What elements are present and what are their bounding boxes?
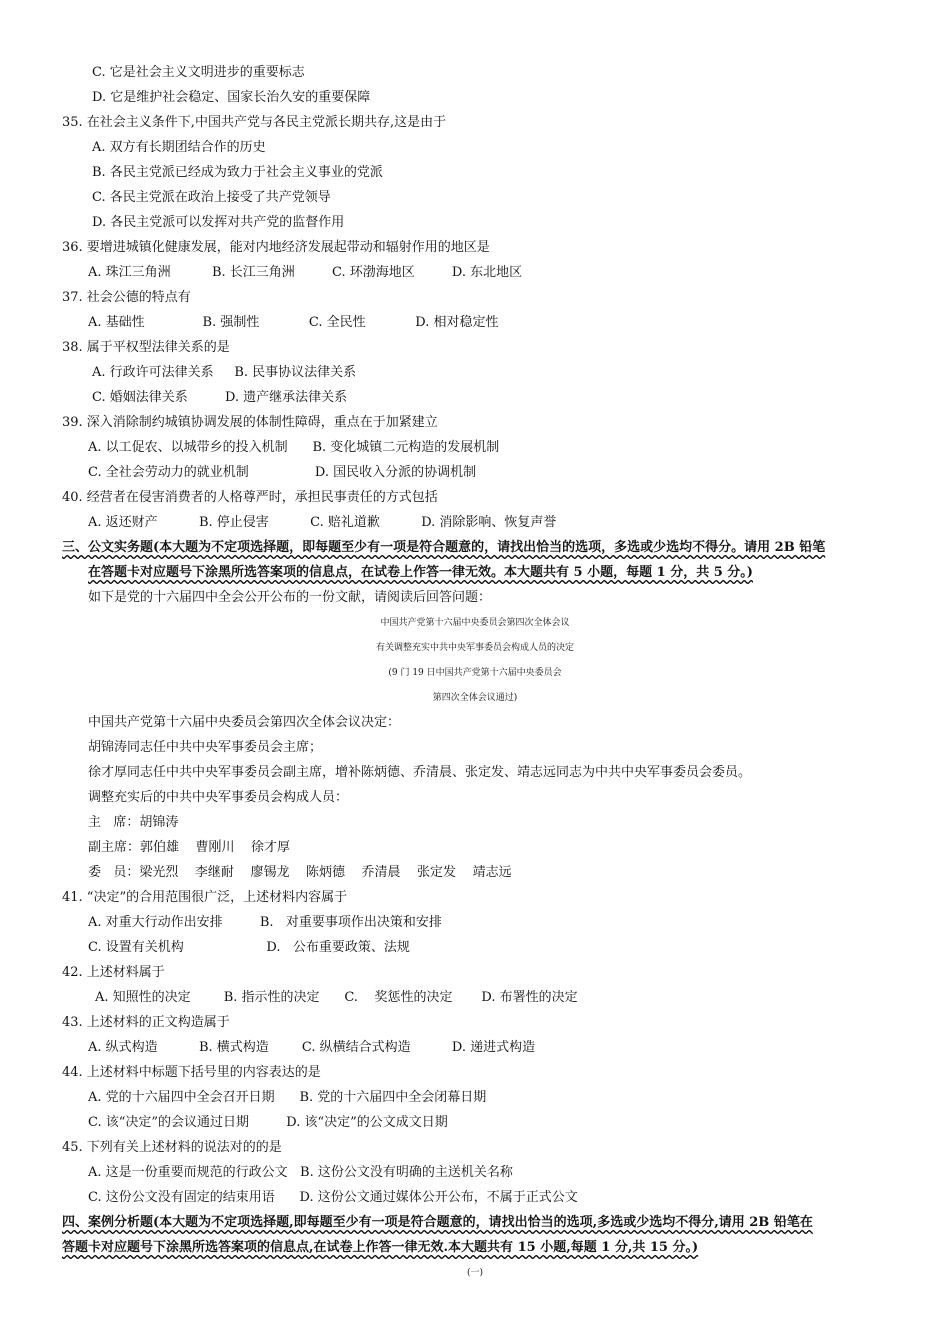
options-38-cd: C. 婚姻法律关系 D. 遗产继承法律关系 <box>92 390 348 405</box>
section-4-heading-cont: 答题卡对应题号下涂黑所选答案项的信息点,在试卷上作答一律无效.本大题共有 15 小题,每题 1 分,共 15 分。) <box>62 1240 699 1255</box>
document-title-1: 中国共产党第十六届中央委员会第四次全体会议 <box>380 618 570 628</box>
options-41-ab: A. 对重大行动作出安排 B. 对重要事项作出决策和安排 <box>88 915 442 930</box>
section-4-heading: 四、案例分析题(本大题为不定项选择题,即每题至少有一项是符合题意的，请找出恰当的选项,多选或少选均不得分,请用 2B 铅笔在 <box>62 1215 813 1230</box>
section-3-heading: 三、公文实务题(本大题为不定项选择题，即每题至少有一项是符合题意的，请找出恰当的选项，多选或少选均不得分。请用 2B 铅笔 <box>62 540 826 555</box>
question-39: 39. 深入消除制约城镇协调发展的体制性障碍，重点在于加紧建立 <box>62 415 438 430</box>
option-35b: B. 各民主党派已经成为致力于社会主义事业的党派 <box>92 165 383 180</box>
question-37: 37. 社会公德的特点有 <box>62 290 191 305</box>
question-40: 40. 经营者在侵害消费者的人格尊严时，承担民事责任的方式包括 <box>62 490 438 505</box>
options-44-ab: A. 党的十六届四中全会召开日期 B. 党的十六届四中全会闭幕日期 <box>88 1090 487 1105</box>
options-39-cd: C. 全社会劳动力的就业机制 D. 国民收入分派的协调机制 <box>88 465 477 480</box>
options-42: A. 知照性的决定 B. 指示性的决定 C. 奖惩性的决定 D. 布署性的决定 <box>95 990 578 1005</box>
question-45: 45. 下列有关上述材料的说法对的的是 <box>62 1140 282 1155</box>
option-34d: D. 它是维护社会稳定、国家长治久安的重要保障 <box>92 90 371 105</box>
doc-body-1: 中国共产党第十六届中央委员会第四次全体会议决定： <box>88 715 401 730</box>
option-35a: A. 双方有长期团结合作的历史 <box>92 140 266 155</box>
document-date-2: 第四次全体会议通过) <box>432 693 518 703</box>
question-41: 41. “决定”的合用范围很广泛，上述材料内容属于 <box>62 890 348 905</box>
document-title-2: 有关调整充实中共中央军事委员会构成人员的决定 <box>375 643 574 653</box>
options-44-cd: C. 该“决定”的会议通过日期 D. 该“决定”的公文成文日期 <box>88 1115 448 1130</box>
options-37: A. 基础性 B. 强制性 C. 全民性 D. 相对稳定性 <box>88 315 499 330</box>
doc-body-2: 胡锦涛同志任中共中央军事委员会主席； <box>88 740 323 755</box>
options-36: A. 珠江三角洲 B. 长江三角洲 C. 环渤海地区 D. 东北地区 <box>88 265 523 280</box>
question-44: 44. 上述材料中标题下括号里的内容表达的是 <box>62 1065 321 1080</box>
subsection-marker: (一) <box>466 1268 484 1278</box>
doc-chairman: 主 席：胡锦涛 <box>88 815 179 830</box>
document-date-1: (9 门 19 日中国共产党第十六届中央委员会 <box>388 668 562 678</box>
question-35: 35. 在社会主义条件下,中国共产党与各民主党派长期共存,这是由于 <box>62 115 447 130</box>
option-35d: D. 各民主党派可以发挥对共产党的监督作用 <box>92 215 345 230</box>
doc-body-3: 徐才厚同志任中共中央军事委员会副主席，增补陈炳德、乔清晨、张定发、靖志远同志为中共中央军事委员会委员。 <box>88 765 752 780</box>
options-45-cd: C. 这份公文没有固定的结束用语 D. 这份公文通过媒体公开公布，不属于正式公文 <box>88 1190 578 1205</box>
option-35c: C. 各民主党派在政治上接受了共产党领导 <box>92 190 331 205</box>
options-40: A. 返还财产 B. 停止侵害 C. 赔礼道歉 D. 消除影响、恢复声誉 <box>88 515 557 530</box>
question-42: 42. 上述材料属于 <box>62 965 165 980</box>
doc-body-4: 调整充实后的中共中央军事委员会构成人员： <box>88 790 349 805</box>
options-45-ab: A. 这是一份重要而规范的行政公文 B. 这份公文没有明确的主送机关名称 <box>88 1165 513 1180</box>
question-36: 36. 要增进城镇化健康发展，能对内地经济发展起带动和辐射作用的地区是 <box>62 240 490 255</box>
doc-vice-chairmen: 副主席：郭伯雄 曹刚川 徐才厚 <box>88 840 291 855</box>
question-38: 38. 属于平权型法律关系的是 <box>62 340 230 355</box>
material-intro: 如下是党的十六届四中全会公开公布的一份文献，请阅读后回答问题： <box>88 590 492 605</box>
options-39-ab: A. 以工促农、以城带乡的投入机制 B. 变化城镇二元构造的发展机制 <box>88 440 500 455</box>
options-41-cd: C. 设置有关机构 D. 公布重要政策、法规 <box>88 940 410 955</box>
option-34c: C. 它是社会主义文明进步的重要标志 <box>92 65 305 80</box>
doc-members: 委 员：梁光烈 李继耐 廖锡龙 陈炳德 乔清晨 张定发 靖志远 <box>88 865 512 880</box>
question-43: 43. 上述材料的正文构造属于 <box>62 1015 230 1030</box>
options-38-ab: A. 行政许可法律关系 B. 民事协议法律关系 <box>92 365 357 380</box>
section-3-heading-cont: 在答题卡对应题号下涂黑所选答案项的信息点，在试卷上作答一律无效。本大题共有 5 小题，每题 1 分，共 5 分。) <box>88 565 753 580</box>
options-43: A. 纵式构造 B. 横式构造 C. 纵横结合式构造 D. 递进式构造 <box>88 1040 536 1055</box>
